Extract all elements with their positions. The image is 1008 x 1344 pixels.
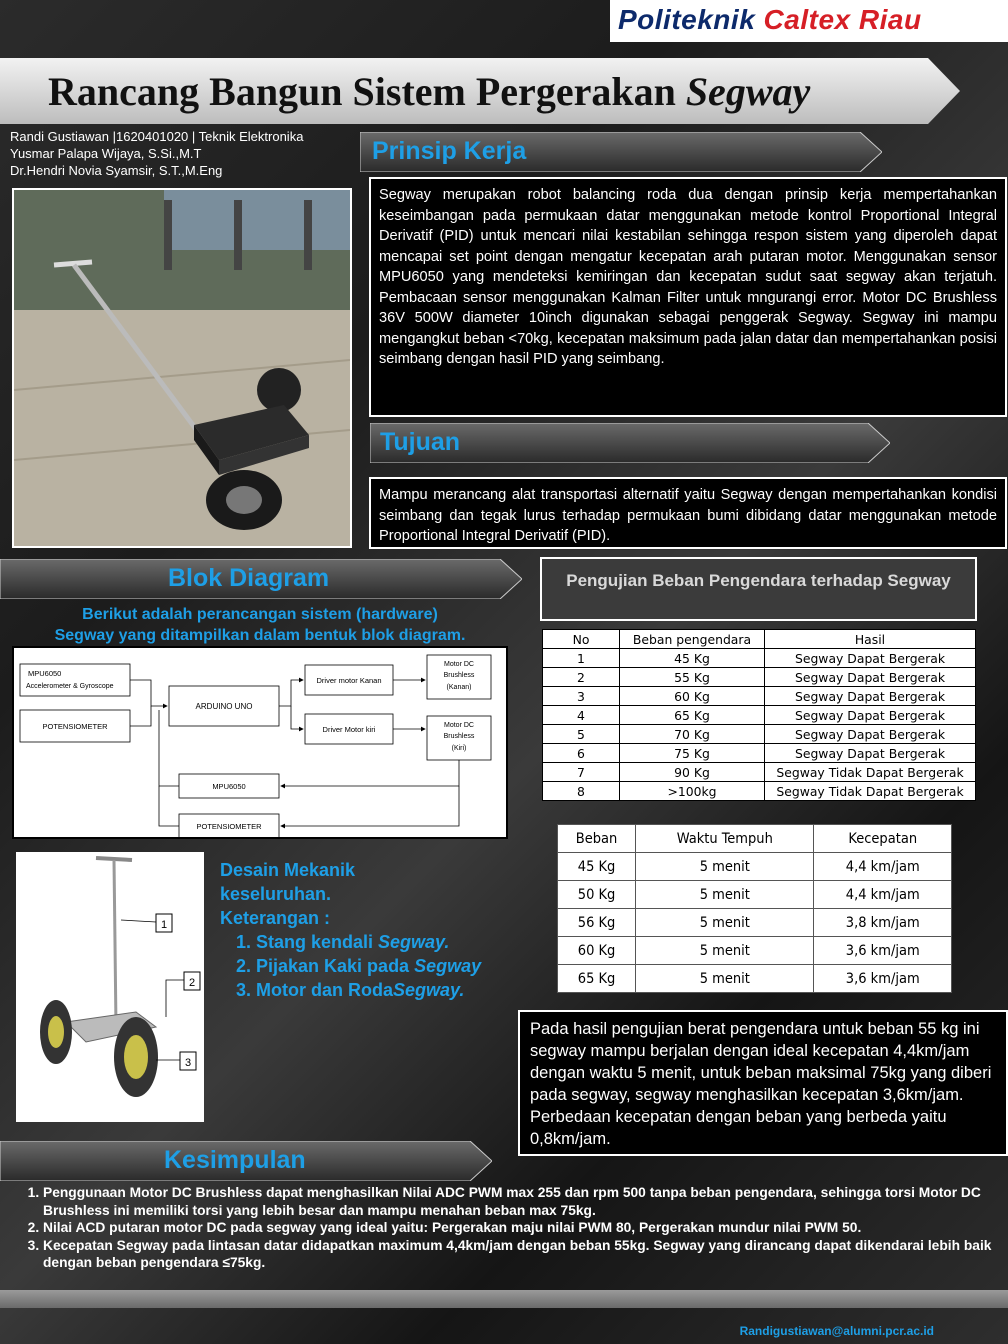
bd-pot-bottom: POTENSIOMETER <box>196 822 262 831</box>
table-cell: 3 <box>543 687 620 706</box>
mechanical-design-drawing <box>16 852 204 1122</box>
logo-prefix: Politeknik <box>618 4 756 35</box>
table-row <box>558 881 952 909</box>
table-row <box>543 763 976 782</box>
table-cell: 56 Kg <box>558 909 636 937</box>
table-cell: 45 Kg <box>558 853 636 881</box>
table-cell: 8 <box>543 782 620 801</box>
mekanik-heading: keseluruhan. <box>220 884 332 904</box>
table-cell: 7 <box>543 763 620 782</box>
mekanik-item: 3. Motor dan RodaSegway. <box>256 978 520 1002</box>
table-cell: 5 menit <box>636 937 814 965</box>
table-cell: 5 menit <box>636 965 814 993</box>
block-diagram <box>12 646 508 839</box>
bd-mpu-bottom: MPU6050 <box>212 782 246 791</box>
table-cell: 55 Kg <box>620 668 765 687</box>
section-title: Blok Diagram <box>168 564 330 592</box>
mekanik-description <box>220 858 520 1002</box>
kesimpulan-item: 2. Nilai ACD putaran motor DC pada segway yang ideal yaitu: Pergerakan maju nilai PWM 80, Pergerakan mundur nilai PWM 50. <box>43 1219 996 1237</box>
section-header-prinsip <box>360 132 882 172</box>
table-cell: 5 <box>543 725 620 744</box>
table-header-cell: Kecepatan <box>814 825 952 853</box>
table-cell: 6 <box>543 744 620 763</box>
table-cell: 65 Kg <box>558 965 636 993</box>
tujuan-text: Mampu merancang alat transportasi alternatif yaitu Segway dengan mempertahankan kondisi seimbang dan tegak lurus terhadap permukaan bumi dibidang datar menggunakan metode Proportional Integral Derivatif (PID). <box>369 477 1007 549</box>
institution-logo <box>610 0 1008 42</box>
table-cell: 75 Kg <box>620 744 765 763</box>
table-beban <box>542 629 976 801</box>
segway-photo <box>12 188 352 548</box>
table-row <box>543 782 976 801</box>
bd-mpu-top-sub: Accelerometer & Gyroscope <box>26 683 114 690</box>
table-cell: 50 Kg <box>558 881 636 909</box>
table-cell: Segway Dapat Bergerak <box>765 649 976 668</box>
table-header-cell: Beban <box>558 825 636 853</box>
kesimpulan-list <box>16 1184 996 1272</box>
table-cell: >100kg <box>620 782 765 801</box>
table-row <box>558 965 952 993</box>
section-header-blok <box>0 559 522 599</box>
title-banner <box>0 58 960 124</box>
kesimpulan-item: 3. Kecepatan Segway pada lintasan datar didapatkan maximum 4,4km/jam dengan beban 55kg. Segway yang dirancang dapat dikendarai lebih baik dengan beban pengendara ≤75kg. <box>43 1237 996 1272</box>
bd-motor-kanan-3: (Kanan) <box>446 684 472 691</box>
mekanik-item: 1. Stang kendali Segway. <box>256 930 520 954</box>
table-cell: 5 menit <box>636 909 814 937</box>
blok-intro-line: Segway yang ditampilkan dalam bentuk blok diagram. <box>54 627 466 644</box>
blok-intro <box>10 604 510 646</box>
table-cell: Segway Dapat Bergerak <box>765 687 976 706</box>
table-cell: 5 menit <box>636 853 814 881</box>
bd-mpu-top: MPU6050 <box>28 669 62 678</box>
mekanik-heading: Keterangan : <box>220 908 331 928</box>
bd-driver-kiri: Driver Motor kiri <box>322 725 376 734</box>
table-row <box>543 744 976 763</box>
bd-potensiometer: POTENSIOMETER <box>42 722 108 731</box>
table1-title: Pengujian Beban Pengendara terhadap Segway <box>540 557 977 621</box>
table-cell: 4,4 km/jam <box>814 881 952 909</box>
mechanical-design-svg <box>16 852 204 1122</box>
table-cell: Segway Tidak Dapat Bergerak <box>765 782 976 801</box>
bd-motor-kiri-3: (Kiri) <box>451 745 467 752</box>
callout-3: 3 <box>184 1057 192 1069</box>
table-cell: 4,4 km/jam <box>814 853 952 881</box>
table-cell: 4 <box>543 706 620 725</box>
table-cell: 3,6 km/jam <box>814 965 952 993</box>
table-cell: 70 Kg <box>620 725 765 744</box>
table-cell: Segway Tidak Dapat Bergerak <box>765 763 976 782</box>
bd-motor-kanan-1: Motor DC <box>444 661 474 668</box>
table-cell: 3,8 km/jam <box>814 909 952 937</box>
section-title: Prinsip Kerja <box>372 137 527 165</box>
block-diagram-svg <box>14 648 506 837</box>
table-row <box>543 687 976 706</box>
table-cell: 90 Kg <box>620 763 765 782</box>
blok-intro-line: Berikut adalah perancangan sistem (hardware) <box>82 606 438 623</box>
table-cell: 2 <box>543 668 620 687</box>
bd-motor-kanan-2: Brushless <box>443 672 475 679</box>
table-header-cell: Beban pengendara <box>620 630 765 649</box>
table-row <box>543 649 976 668</box>
table-row <box>558 909 952 937</box>
section-header-tujuan <box>370 423 890 463</box>
bd-motor-kiri-1: Motor DC <box>444 722 474 729</box>
author-line: Yusmar Palapa Wijaya, S.Si.,M.T <box>10 146 202 161</box>
contact-email[interactable]: Randigustiawan@alumni.pcr.ac.id <box>739 1324 934 1338</box>
section-title: Tujuan <box>380 428 461 456</box>
table-cell: 45 Kg <box>620 649 765 668</box>
author-list <box>10 128 303 179</box>
section-header-kesimpulan <box>0 1141 492 1181</box>
bd-motor-kiri-2: Brushless <box>443 733 475 740</box>
footer-bar <box>0 1290 1008 1308</box>
table-row <box>558 937 952 965</box>
table-cell: 65 Kg <box>620 706 765 725</box>
logo-suffix: Caltex Riau <box>763 4 922 35</box>
table-header-cell: No <box>543 630 620 649</box>
table-cell: Segway Dapat Bergerak <box>765 725 976 744</box>
prinsip-text: Segway merupakan robot balancing roda dua dengan prinsip kerja mempertahankan keseimbangan pada permukaan datar menggunakan metode kontrol Proportional Integral Derivatif (PID) untuk mencari nilai kestabilan sehingga respon sistem yang diperoleh dapat mencapai set point dengan mengatur kecepatan arah putaran motor. Menggunakan sensor MPU6050 yang mendeteksi kemiringan dan kecepatan sudut saat segway akan terjatuh. Pembacaan sensor menggunakan Kalman Filter untuk mngurangi error. Motor DC Brushless 36V 500W diameter 10inch digunakan sebagai penggerak Segway. Segway ini mampu mengangkut beban <70kg, kecepatan maksimum pada jalan datar dan mempertahankan posisi seimbang dengan hasil PID yang seimbang. <box>369 177 1007 417</box>
table-cell: Segway Dapat Bergerak <box>765 668 976 687</box>
author-line: Dr.Hendri Novia Syamsir, S.T.,M.Eng <box>10 163 223 178</box>
table-cell: 3,6 km/jam <box>814 937 952 965</box>
hasil-summary: Pada hasil pengujian berat pengendara untuk beban 55 kg ini segway mampu berjalan dengan ideal kecepatan 4,4km/jam dengan waktu 5 menit, untuk beban maksimal 75kg yang diberi pada segway, segway menghasilkan kecepatan 3,6km/jam. Perbedaan kecepatan dengan beban yang berbeda yaitu 0,8km/jam. <box>518 1010 1008 1156</box>
table-cell: Segway Dapat Bergerak <box>765 744 976 763</box>
table-cell: 60 Kg <box>558 937 636 965</box>
table-row <box>543 725 976 744</box>
table-row <box>543 668 976 687</box>
callout-2: 2 <box>188 977 196 989</box>
table-cell: Segway Dapat Bergerak <box>765 706 976 725</box>
segway-photo-illustration <box>14 190 350 546</box>
table-cell: 5 menit <box>636 881 814 909</box>
table-header-cell: Hasil <box>765 630 976 649</box>
table-cell: 1 <box>543 649 620 668</box>
author-line: Randi Gustiawan |1620401020 | Teknik Elektronika <box>10 129 304 144</box>
table-cell: 60 Kg <box>620 687 765 706</box>
bd-arduino: ARDUINO UNO <box>195 702 253 711</box>
table-header-cell: Waktu Tempuh <box>636 825 814 853</box>
callout-1: 1 <box>160 919 168 931</box>
mekanik-heading: Desain Mekanik <box>220 860 356 880</box>
table-kecepatan <box>557 824 952 993</box>
bd-driver-kanan: Driver motor Kanan <box>316 676 382 685</box>
section-title: Kesimpulan <box>164 1146 306 1174</box>
table-row <box>543 706 976 725</box>
kesimpulan-item: 1. Penggunaan Motor DC Brushless dapat menghasilkan Nilai ADC PWM max 255 dan rpm 500 tanpa beban pengendara, sehingga torsi Motor DC Brushless ini memiliki torsi yang lebih besar dan mampu menahan beban max 75kg. <box>43 1184 996 1219</box>
table-row <box>558 853 952 881</box>
page-title: Rancang Bangun Sistem Pergerakan Segway <box>48 69 811 114</box>
mekanik-item: 2. Pijakan Kaki pada Segway <box>256 954 520 978</box>
